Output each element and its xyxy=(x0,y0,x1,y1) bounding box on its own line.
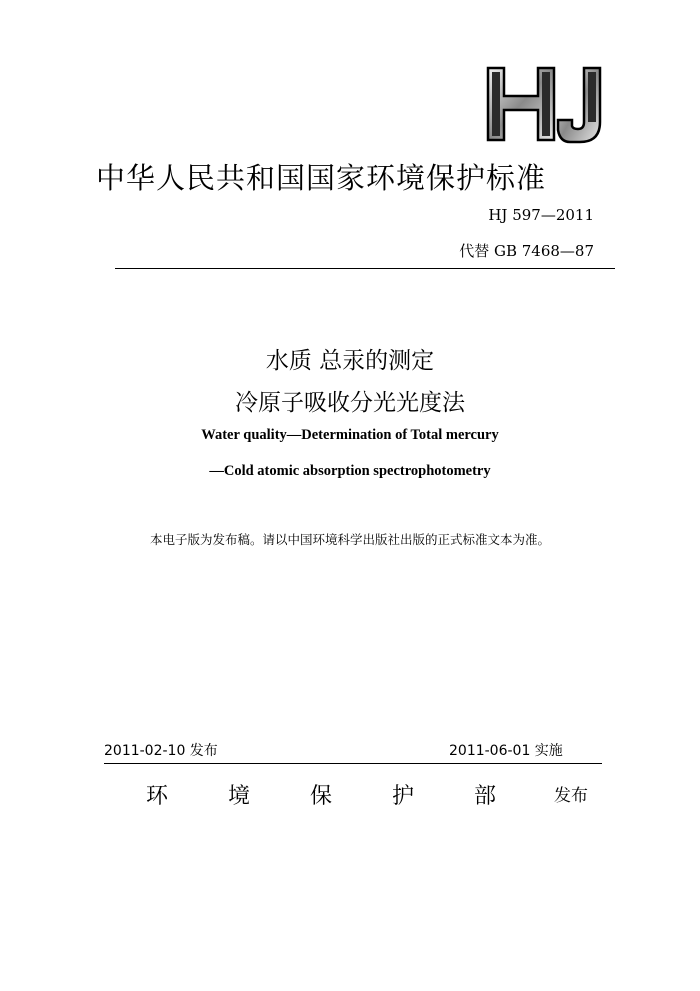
publisher-char: 环 xyxy=(146,784,169,809)
publisher-name xyxy=(146,779,556,810)
issue-date: 2011-02-10 发布 xyxy=(104,743,218,759)
hj-logo xyxy=(484,64,624,144)
title-cn-line-2: 冷原子吸收分光光度法 xyxy=(235,390,465,416)
footer-divider xyxy=(104,763,602,764)
publisher-char: 保 xyxy=(310,784,333,809)
title-en-line-1: Water quality—Determination of Total mercury xyxy=(201,427,499,443)
implement-date: 2011-06-01 实施 xyxy=(449,743,563,759)
publisher-char: 部 xyxy=(474,784,497,809)
standard-body-title: 中华人民共和国国家环境保护标准 xyxy=(96,161,547,195)
standard-number: HJ 597—2011 xyxy=(488,206,594,224)
electronic-version-notice: 本电子版为发布稿。请以中国环境科学出版社出版的正式标准文本为准。 xyxy=(149,532,550,547)
publish-label: 发布 xyxy=(554,786,588,806)
publisher-char: 境 xyxy=(228,784,251,809)
title-en-line-2: —Cold atomic absorption spectrophotometry xyxy=(209,463,491,479)
title-cn-line-1: 水质 总汞的测定 xyxy=(265,348,435,374)
replaces-standard: 代替 GB 7468—87 xyxy=(459,242,594,260)
publisher-char: 护 xyxy=(392,784,415,809)
header-divider xyxy=(115,268,615,269)
